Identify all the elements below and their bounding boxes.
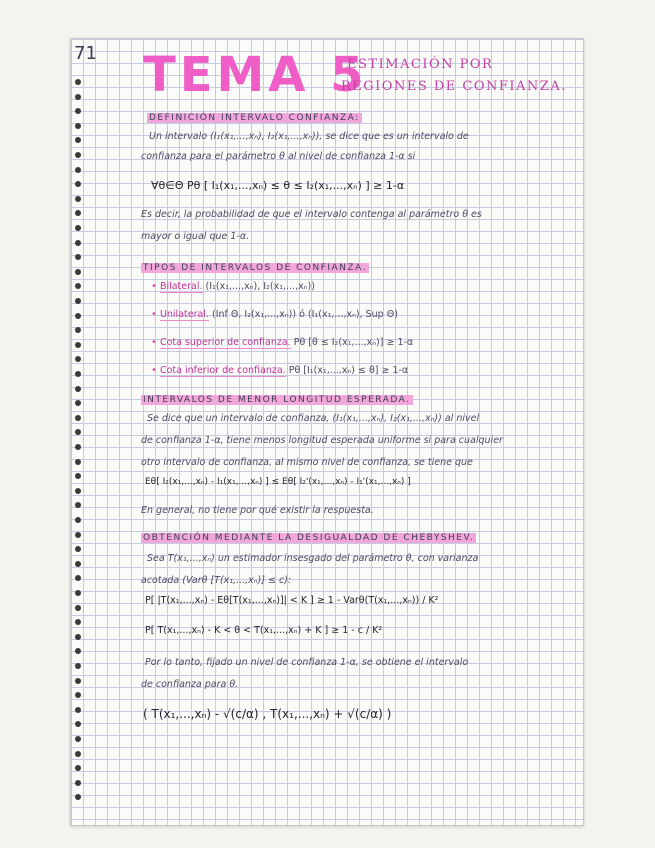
- binding-hole: [75, 561, 81, 567]
- definition-note-1: Es decir, la probabilidad de que el intervalo contenga al parámetro θ es: [141, 209, 482, 220]
- binding-hole: [75, 532, 81, 538]
- type-expr: (Inf Θ, I₂(x₁,...,xₙ)) ó (I₁(x₁,...,xₙ), Sup Θ): [212, 309, 398, 320]
- binding-hole: [75, 517, 81, 523]
- binding-hole: [75, 721, 81, 727]
- binding-hole: [75, 707, 81, 713]
- definition-line-2: confianza para el parámetro θ al nivel de confianza 1-α si: [141, 151, 416, 162]
- binding-hole: [75, 736, 81, 742]
- binding-hole: [75, 794, 81, 800]
- binding-hole: [75, 780, 81, 786]
- binding-hole: [75, 313, 81, 319]
- binding-hole: [75, 269, 81, 275]
- type-lower-bound: [151, 365, 408, 376]
- expected-formula: Eθ[ I₂(x₁,...,xₙ) - I₁(x₁,...,xₙ) ] ≤ Eθ[ I₂'(x₁,...,xₙ) - I₁'(x₁,...,xₙ) ]: [145, 477, 411, 487]
- binding-hole: [75, 459, 81, 465]
- type-label: Unilateral.: [159, 309, 209, 320]
- definition-heading: DEFINICIÓN INTERVALO CONFIANZA:: [149, 113, 360, 123]
- binding-hole: [75, 167, 81, 173]
- binding-hole: [75, 678, 81, 684]
- binding-hole: [75, 210, 81, 216]
- binding-hole: [75, 386, 81, 392]
- binding-hole: [75, 575, 81, 581]
- binding-hole: [75, 415, 81, 421]
- binding-hole: [75, 546, 81, 552]
- binding-hole: [75, 590, 81, 596]
- binding-hole: [75, 605, 81, 611]
- bullet-icon: •: [151, 337, 157, 348]
- binding-hole: [75, 692, 81, 698]
- header-mark: 71: [74, 43, 97, 64]
- final-interval-formula: ( T(x₁,...,xₙ) - √(c/α) , T(x₁,...,xₙ) + √(c/α) ): [143, 707, 392, 721]
- binding-hole: [75, 371, 81, 377]
- type-expr: (I₁(x₁,...,xₙ), I₂(x₁,...,xₙ)): [205, 281, 315, 292]
- binding-hole: [75, 123, 81, 129]
- chebyshev-formula-2: P[ T(x₁,...,xₙ) - K < θ < T(x₁,...,xₙ) + K ] ≥ 1 - c / K²: [145, 625, 383, 636]
- definition-line-1: Un intervalo (I₁(x₁,...,xₙ), I₂(x₁,...,xₙ)), se dice que es un intervalo de: [149, 131, 469, 142]
- binding-hole: [75, 283, 81, 289]
- binding-hole: [75, 108, 81, 114]
- binding-hole: [75, 488, 81, 494]
- chebyshev-line-1: Sea T(x₁,...,xₙ) un estimador insesgado del parámetro θ, con varianza: [147, 553, 479, 564]
- binding-hole: [75, 663, 81, 669]
- bullet-icon: •: [151, 365, 157, 376]
- type-expr: Pθ [θ ≤ I₂(x₁,...,xₙ)] ≥ 1-α: [293, 337, 414, 348]
- binding-hole: [75, 634, 81, 640]
- binding-hole: [75, 342, 81, 348]
- type-upper-bound: [151, 337, 413, 348]
- binding-hole: [75, 181, 81, 187]
- page-title: TEMA 5: [143, 47, 368, 103]
- binding-hole: [75, 400, 81, 406]
- type-expr: Pθ [I₁(x₁,...,xₙ) ≤ θ] ≥ 1-α: [288, 365, 409, 376]
- binding-hole: [75, 79, 81, 85]
- spiral-binding: [75, 79, 85, 819]
- chebyshev-line-2: acotada (Varθ [T(x₁,...,xₙ)] ≤ c):: [141, 575, 292, 586]
- binding-hole: [75, 225, 81, 231]
- binding-hole: [75, 152, 81, 158]
- binding-hole: [75, 648, 81, 654]
- type-label: Cota inferior de confianza.: [159, 365, 286, 376]
- binding-hole: [75, 327, 81, 333]
- subtitle-line-2: REGIONES DE CONFIANZA.: [341, 79, 567, 94]
- definition-note-2: mayor o igual que 1-α.: [141, 231, 250, 242]
- binding-hole: [75, 240, 81, 246]
- expected-line-1: Se dice que un intervalo de confianza, (I₁(x₁,...,xₙ), I₂(x₁,...,xₙ)) al nivel: [147, 413, 480, 424]
- binding-hole: [75, 619, 81, 625]
- type-label: Bilateral.: [159, 281, 203, 292]
- chebyshev-heading: OBTENCIÓN MEDIANTE LA DESIGUALDAD DE CHEBYSHEV.: [143, 533, 475, 543]
- bullet-icon: •: [151, 281, 157, 292]
- binding-hole: [75, 356, 81, 362]
- binding-hole: [75, 298, 81, 304]
- expected-line-3: otro intervalo de confianza, al mismo nivel de confianza, se tiene que: [141, 457, 473, 468]
- binding-hole: [75, 502, 81, 508]
- bullet-icon: •: [151, 309, 157, 320]
- chebyshev-conclusion-1: Por lo tanto, fijado un nivel de confianza 1-α, se obtiene el intervalo: [145, 657, 469, 668]
- expected-length-heading: INTERVALOS DE MENOR LONGITUD ESPERADA.: [143, 395, 411, 405]
- types-heading: TIPOS DE INTERVALOS DE CONFIANZA.: [143, 263, 367, 273]
- binding-hole: [75, 254, 81, 260]
- binding-hole: [75, 444, 81, 450]
- expected-note: En general, no tiene por qué existir la respuesta.: [141, 505, 374, 516]
- binding-hole: [75, 765, 81, 771]
- chebyshev-formula-1: P[ |T(x₁,...,xₙ) - Eθ[T(x₁,...,xₙ)]| < K ] ≥ 1 - Varθ(T(x₁,...,xₙ)) / K²: [145, 595, 439, 606]
- chebyshev-conclusion-2: de confianza para θ.: [141, 679, 239, 690]
- binding-hole: [75, 751, 81, 757]
- binding-hole: [75, 473, 81, 479]
- binding-hole: [75, 196, 81, 202]
- type-label: Cota superior de confianza.: [159, 337, 291, 348]
- binding-hole: [75, 94, 81, 100]
- definition-formula: ∀θ∈Θ Pθ [ I₁(x₁,...,xₙ) ≤ θ ≤ I₂(x₁,...,xₙ) ] ≥ 1-α: [151, 179, 405, 192]
- notebook-page: [70, 38, 584, 826]
- type-unilateral: [151, 309, 398, 320]
- type-bilateral: [151, 281, 315, 292]
- subtitle-line-1: ESTIMACIÓN POR: [347, 57, 494, 72]
- binding-hole: [75, 137, 81, 143]
- binding-hole: [75, 429, 81, 435]
- expected-line-2: de confianza 1-α, tiene menos longitud esperada uniforme si para cualquier: [141, 435, 503, 446]
